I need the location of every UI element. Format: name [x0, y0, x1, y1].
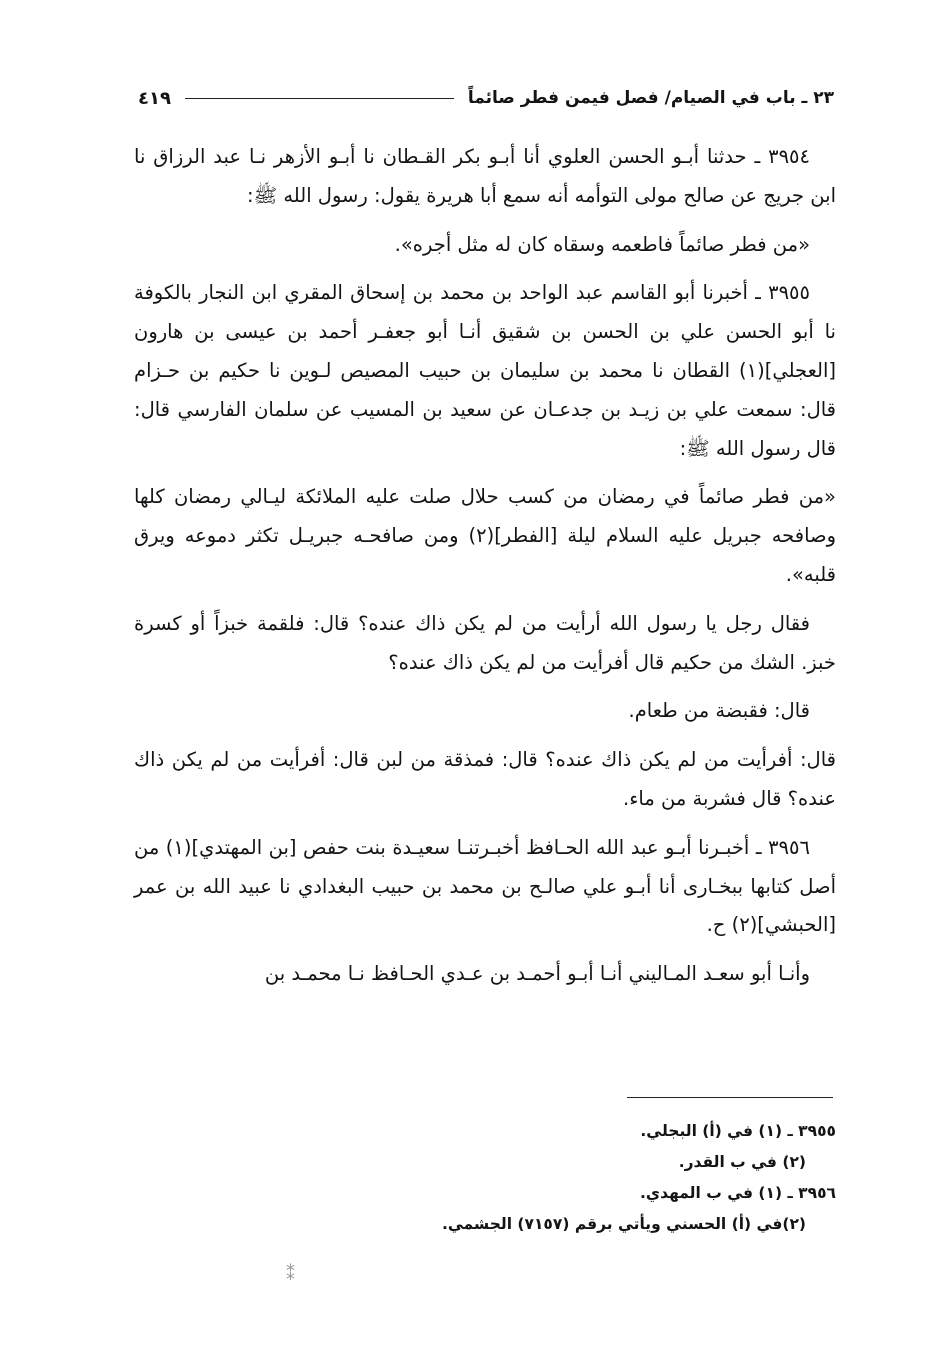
- header-rule: [185, 98, 454, 99]
- main-text: [134, 138, 836, 1004]
- footnotes: [134, 1116, 836, 1240]
- paragraph-answer-2: قال: فقبضة من طعام.: [628, 699, 810, 723]
- paragraph-question-3: قال: أفرأيت من لم يكن ذاك عنده؟ قال: فمذقة من لبن قال: أفرأيت من لم يكن ذاك عنده؟ قال فشربة من ماء.: [134, 748, 836, 810]
- paragraph-hadith-3954-isnad: ٣٩٥٤ ـ حدثنا أبـو الحسن العلوي أنا أبـو بكر القـطان نا أبـو الأزهر نـا عبد الرزاق نا ابن جريج عن صالح مولى التوأمه أنه سمع أبا هريرة يقول: رسول الله ﷺ:: [134, 145, 836, 207]
- chapter-title: ٢٣ ـ باب في الصيام/ فصل فيمن فطر صائماً: [467, 88, 834, 108]
- page-number: ٤١٩: [138, 87, 171, 109]
- paragraph-hadith-3955-isnad: ٣٩٥٥ ـ أخبرنا أبو القاسم عبد الواحد بن محمد بن إسحاق المقري ابن النجار بالكوفة نا أبو الحسن علي بن الحسن بن شقيق أنـا أبو جعفـر أحمد بن عيسى بن هارون [العجلي](١) القطان نا محمد بن سليمان بن حبيب المصيص لـوين نا حكيم بن حـزام قال: سمعت علي بن زيـد بن جدعـان عن سعيد بن المسيب عن سلمان الفارسي قال: قال رسول الله ﷺ:: [134, 281, 836, 460]
- paragraph-question-1: فقال رجل يا رسول الله أرأيت من لم يكن ذاك عنده؟ قال: فلقمة خبزاً أو كسرة خبز. الشك من حكيم قال أفرأيت من لم يكن ذاك عنده؟: [134, 611, 836, 674]
- running-header: [138, 80, 834, 116]
- paragraph-hadith-3956-isnad: ٣٩٥٦ ـ أخبـرنا أبـو عبد الله الحـافظ أخبـرتنـا سعيـدة بنت حفص [بن المهتدي](١) من أصل كتابها ببخـارى أنا أبـو علي صالـح بن محمد بن حبيب البغدادي نا عبيد الله بن عمر [الحبشي](٢) ح.: [134, 835, 836, 937]
- footnote-3955-1: ٣٩٥٥ ـ (١) في (أ) البجلي.: [640, 1122, 836, 1140]
- paragraph-hadith-3955-matn: «من فطر صائماً في رمضان من كسب حلال صلت عليه الملائكة ليـالي رمضان كلها وصافحه جبريل عليه السلام ليلة [الفطر](٢) ومن صافحـه جبريـل تكثر دموعه ويرق قلبه».: [134, 485, 836, 586]
- footnote-3955-2: (٢) في ب القدر.: [678, 1153, 806, 1171]
- footnote-3956-2: (٢)في (أ) الحسني ويأتي برقم (٧١٥٧) الجشمي.: [441, 1215, 806, 1233]
- scan-smudge-mark: ⁑: [286, 1264, 295, 1285]
- footnote-rule: [627, 1097, 833, 1098]
- paragraph-hadith-3954-matn: «من فطر صائماً فاطعمه وسقاه كان له مثل أجره».: [394, 232, 810, 256]
- footnote-3956-1: ٣٩٥٦ ـ (١) في ب المهدي.: [640, 1184, 836, 1202]
- paragraph-hadith-3956-continued: وأنـا أبو سعـد المـاليني أنـا أبـو أحمـد بن عـدي الحـافظ نـا محمـد بن: [264, 962, 810, 986]
